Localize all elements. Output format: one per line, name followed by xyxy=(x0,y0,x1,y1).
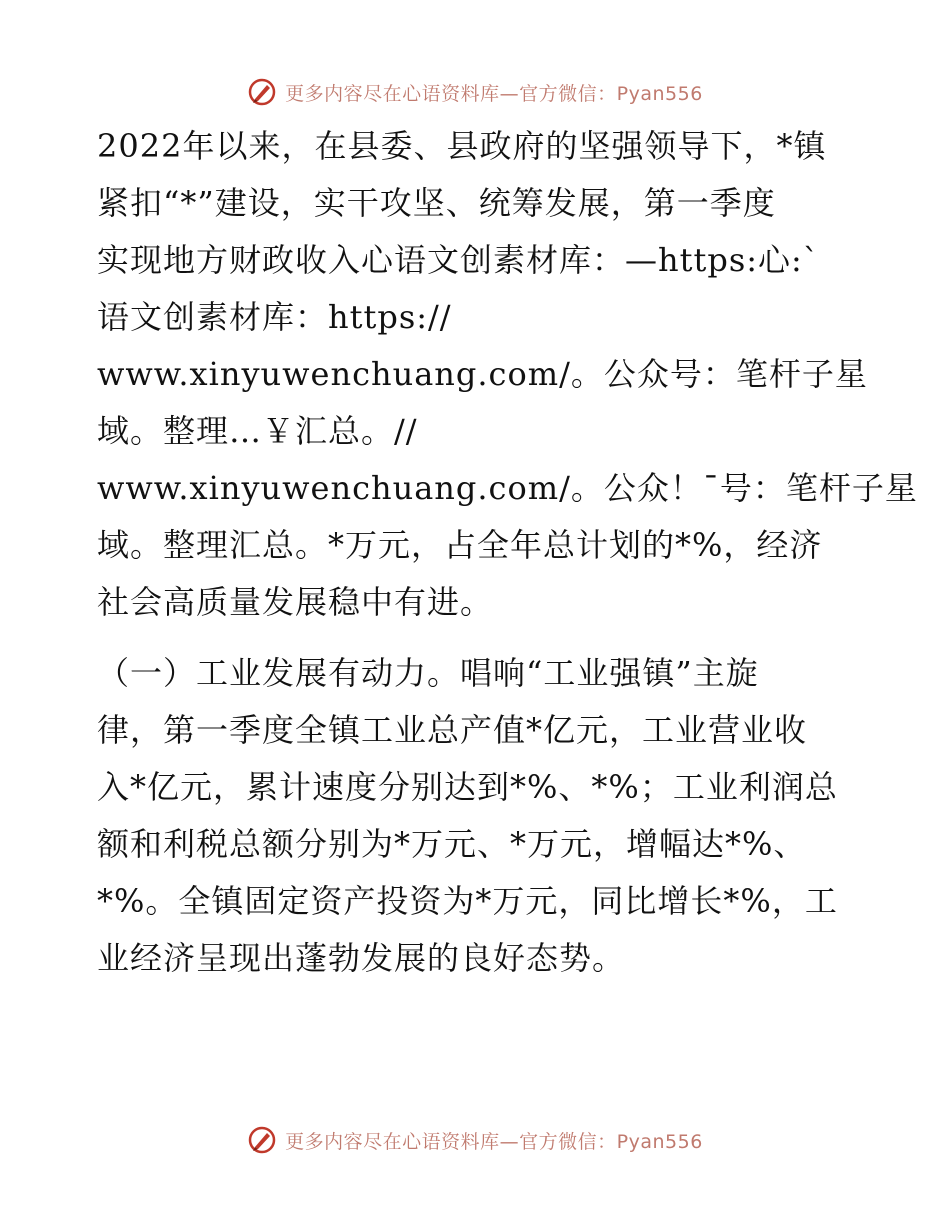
text-line: *%。全镇固定资产投资为*万元，同比增长*%，工 xyxy=(97,882,838,920)
text-line: 域。整理汇总。*万元，占全年总计划的*%，经济 xyxy=(97,526,823,564)
watermark-text: 更多内容尽在心语资料库—官方微信：Pyan556 xyxy=(285,82,703,105)
text-line: 业经济呈现出蓬勃发展的良好态势。 xyxy=(97,939,626,977)
text-line: （一）工业发展有动力。唱响“工业强镇”主旋 xyxy=(97,654,759,692)
text-line: 域。整理…￥汇总。// xyxy=(97,412,418,450)
text-line: 社会高质量发展稳中有进。 xyxy=(97,583,494,621)
text-line: 2022年以来，在县委、县政府的坚强领导下，*镇 xyxy=(97,127,827,165)
footer-watermark xyxy=(0,1120,950,1160)
text-line: 实现地方财政收入心语文创素材库：—https:心:` xyxy=(97,241,820,279)
text-line: www.xinyuwenchuang.com/。公众号：笔杆子星 xyxy=(97,355,868,393)
watermark-text: 更多内容尽在心语资料库—官方微信：Pyan556 xyxy=(285,1130,703,1153)
pen-circle-logo-icon xyxy=(247,77,277,107)
paragraph-1 xyxy=(97,118,918,631)
text-line: 律，第一季度全镇工业总产值*亿元，工业营业收 xyxy=(97,711,808,749)
text-line: 紧扣“*”建设，实干攻坚、统筹发展，第一季度 xyxy=(97,184,776,222)
header-watermark xyxy=(0,72,950,112)
text-line: www.xinyuwenchuang.com/。公众！¯号：笔杆子星 xyxy=(97,469,918,507)
pen-circle-logo-icon xyxy=(247,1125,277,1155)
paragraph-2 xyxy=(97,645,857,987)
document-body xyxy=(97,118,918,987)
text-line: 语文创素材库：https:// xyxy=(97,298,452,336)
text-line: 入*亿元，累计速度分别达到*%、*%；工业利润总 xyxy=(97,768,838,806)
text-line: 额和利税总额分别为*万元、*万元，增幅达*%、 xyxy=(97,825,807,863)
